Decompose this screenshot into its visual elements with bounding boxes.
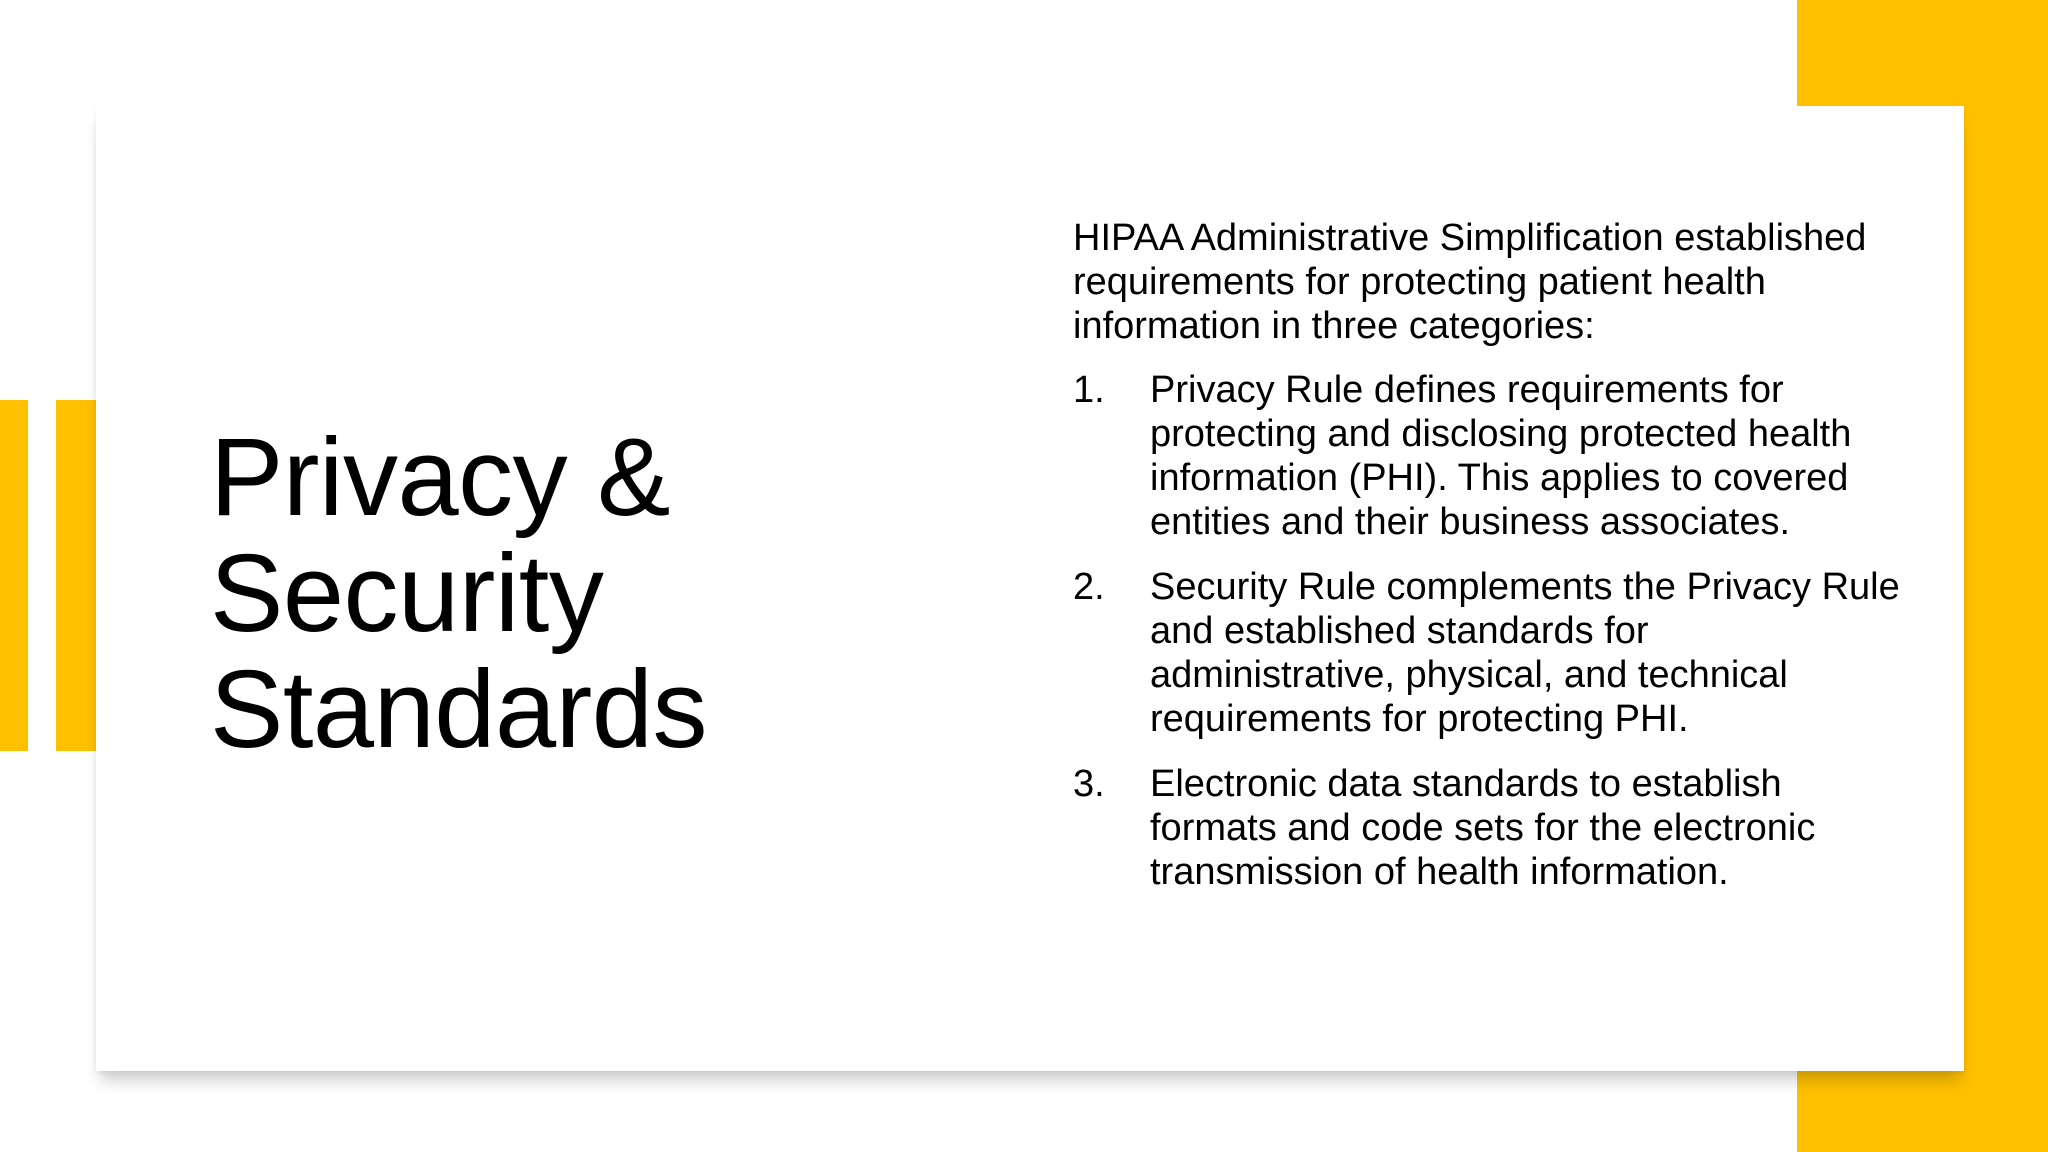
list-item bbox=[1073, 368, 1903, 544]
list-item-text: Privacy Rule defines requirements for protecting and disclosing protected health information (PHI). This applies to covered entities and their business associates. bbox=[1150, 369, 1852, 543]
accent-bar-left-outer bbox=[0, 400, 28, 751]
numbered-list bbox=[1073, 368, 1903, 894]
intro-paragraph: HIPAA Administrative Simplification established requirements for protecting patient health information in three categories: bbox=[1073, 217, 1867, 347]
list-item-number: 3. bbox=[1073, 763, 1105, 805]
list-item-text: Security Rule complements the Privacy Rule and established standards for administrative, physical, and technical requirements for protecting PHI. bbox=[1150, 566, 1900, 740]
list-item-number: 2. bbox=[1073, 566, 1105, 608]
list-item bbox=[1073, 762, 1903, 894]
list-item bbox=[1073, 565, 1903, 741]
list-item-number: 1. bbox=[1073, 369, 1105, 411]
accent-bar-left-inner bbox=[56, 400, 96, 751]
slide-title: Privacy & Security Standards bbox=[210, 416, 707, 771]
slide-body bbox=[1073, 216, 1903, 915]
list-item-text: Electronic data standards to establish formats and code sets for the electronic transmission of health information. bbox=[1150, 763, 1816, 893]
